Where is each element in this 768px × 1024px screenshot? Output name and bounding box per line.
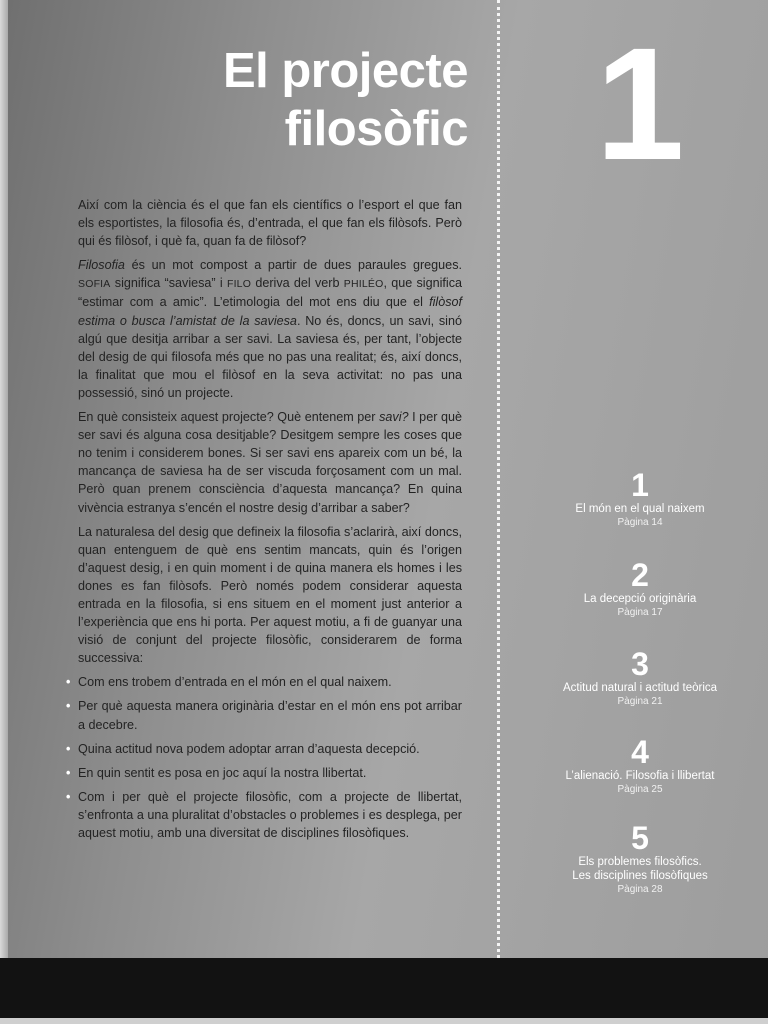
chapter-number: 1 <box>595 14 685 193</box>
toc-title-line: Les disciplines filosòfiques <box>572 870 708 882</box>
paragraph-2-text: deriva del verb <box>251 276 344 291</box>
paragraph-2-text: és un mot compost a partir de dues paraules gregues. <box>124 258 462 273</box>
toc-entry-3[interactable] <box>545 647 735 735</box>
chapter-title <box>150 42 468 158</box>
toc-title <box>545 592 735 606</box>
toc-title <box>545 681 735 695</box>
chapter-intro-text <box>78 196 462 848</box>
paragraph-2-text: , que significa “estimar com a amic”. L’etimologia del mot ens diu que el <box>78 276 462 310</box>
paragraph-3 <box>78 408 462 517</box>
list-item: • En quin sentit es posa en joc aquí la nostra llibertat. <box>78 764 462 782</box>
toc-entry-5[interactable] <box>545 821 735 896</box>
greek-word-sofia: SOFIA <box>78 278 111 291</box>
toc-title-line: El món en el qual naixem <box>575 503 705 515</box>
list-item: • Per què aquesta manera originària d’estar en el món ens pot arribar a decebre. <box>78 697 462 733</box>
toc-number: 5 <box>631 820 649 856</box>
toc-title-line: Els problemes filosòfics. <box>578 856 702 868</box>
paragraph-1: Així com la ciència és el que fan els científics o l’esport el que fan els esportistes, la filosofia és, d’entrada, el que fan els filòsofs. Però qui és filòsof, i què fa, quan fa de filòsof? <box>78 198 462 249</box>
paragraph-4: La naturalesa del desig que defineix la filosofia s’aclarirà, així doncs, quan entenguem de què ens sentim mancats, quin és l’origen d’aquest desig, i en quin moment i de quina manera els homes i les dones es fan filòsofs. Però només podem considerar aquesta entrada en la filosofia, si ens situem en el moment just anterior a l’experiència que ens hi porta. Per aquest motiu, a fi de guanyar una visió de conjunt del projecte filosòfic, considerarem de forma successiva: <box>78 524 462 666</box>
dotted-divider <box>497 0 500 965</box>
toc-entry-4[interactable] <box>545 735 735 821</box>
toc-page: Pàgina 21 <box>617 696 663 707</box>
list-item: • Quina actitud nova podem adoptar arran d’aquesta decepció. <box>78 740 462 758</box>
term-savi: savi? <box>379 410 409 425</box>
toc-title <box>545 855 735 883</box>
toc-title-line: L’alienació. Filosofia i llibertat <box>565 770 715 782</box>
toc-title <box>545 502 735 516</box>
toc-page: Pàgina 17 <box>617 607 663 618</box>
toc-number: 2 <box>631 557 649 593</box>
toc-title-line: Actitud natural i actitud teòrica <box>562 682 718 694</box>
bottom-band <box>0 958 768 1020</box>
chapter-title-line-1: El projecte <box>222 44 468 98</box>
toc-page: Pàgina 14 <box>617 517 663 528</box>
paragraph-3-text: I per què ser savi és alguna cosa desitjable? Desitgem sempre les coses que no tenim i considerem bones. Si ser savi ens apareix com un bé, la mancança de saviesa ha de ser viscuda forçosament com un mal. Però quan prenem consciència d’aquesta mancança? En quina vivència estranya s’encén el nostre desig d’arribar a saber? <box>78 410 462 515</box>
chapter-title-line-2: filosòfic <box>284 102 468 156</box>
paragraph-2 <box>78 256 462 402</box>
page-left-edge <box>0 0 8 1024</box>
page-bottom-edge <box>0 1018 768 1024</box>
paragraph-2-text: . No és, doncs, un savi, sinó algú que desitja arribar a ser savi. La saviesa és, per tant, l’objecte del desig de qui filosofa més que no pas una realitat; és, així doncs, la finalitat que mou el filòsof en la seva activitat: no pas una possessió, sinó un projecte. <box>78 313 462 400</box>
paragraph-2-text: significa “saviesa” i <box>110 276 227 291</box>
toc-title-line: La decepció originària <box>583 593 697 605</box>
toc-entry-2[interactable] <box>545 558 735 647</box>
greek-word-filo: FILO <box>226 278 252 291</box>
toc-entry-1[interactable] <box>545 468 735 558</box>
toc-title <box>545 769 735 783</box>
definition-emphasis: filòsof estima o busca l’amistat de la saviesa <box>78 295 462 328</box>
toc-page: Pàgina 25 <box>617 784 663 795</box>
greek-word-phileo: PHILÉO <box>343 278 384 291</box>
toc-page: Pàgina 28 <box>617 884 663 895</box>
list-item: • Com ens trobem d’entrada en el món en el qual naixem. <box>78 673 462 691</box>
toc-number: 3 <box>631 646 649 682</box>
toc-number: 1 <box>631 467 649 503</box>
table-of-contents <box>545 468 735 896</box>
topic-list <box>78 673 462 842</box>
toc-number: 4 <box>631 734 649 770</box>
paragraph-3-text: En què consisteix aquest projecte? Què entenem per <box>78 410 380 425</box>
list-item: • Com i per què el projecte filosòfic, com a projecte de llibertat, s’enfronta a una pluralitat d’obstacles o problemes i es desplega, per aquest motiu, amb una diversitat de disciplines filosòfiques. <box>78 788 462 842</box>
term-filosofia: Filosofia <box>78 258 125 273</box>
